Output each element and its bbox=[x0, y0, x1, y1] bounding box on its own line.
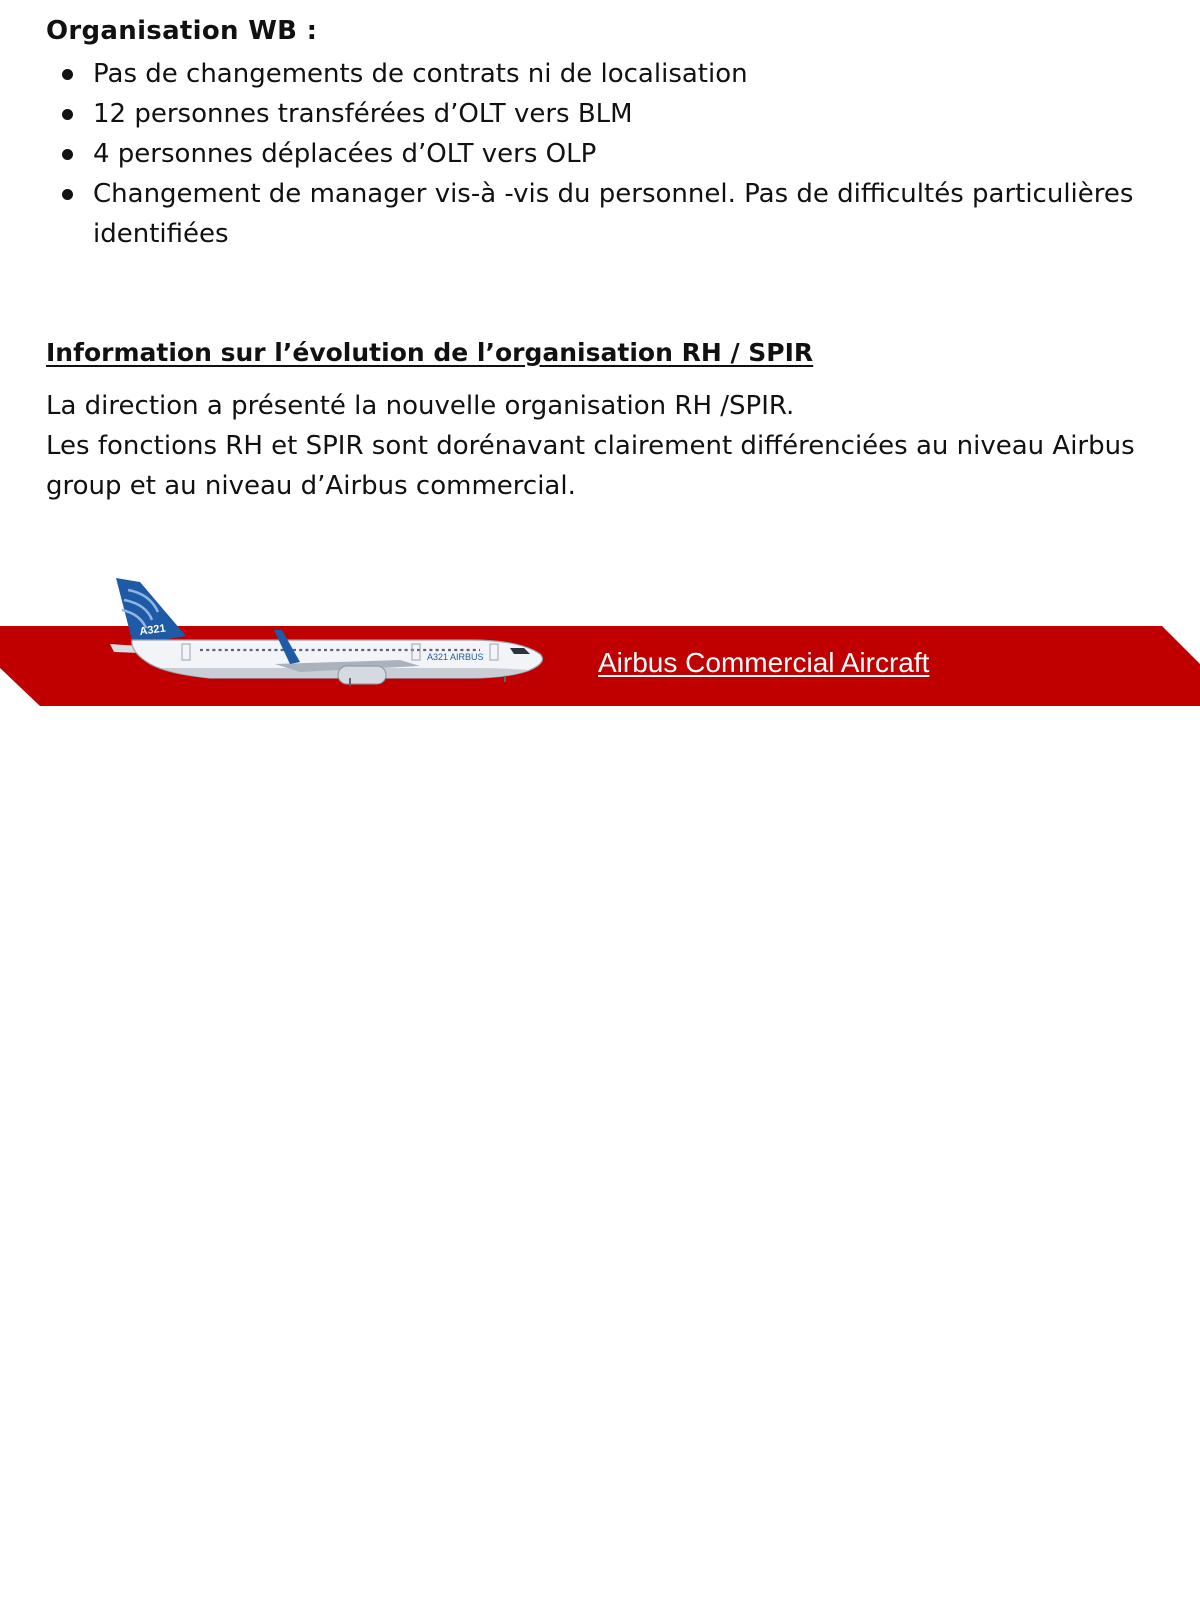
plane-tail-text: A321 bbox=[138, 622, 167, 638]
rh-spir-paragraph bbox=[46, 386, 1156, 506]
plane-engine bbox=[338, 666, 386, 684]
organisation-wb-heading: Organisation WB : bbox=[46, 16, 318, 46]
paragraph-line: La direction a présenté la nouvelle organisation RH /SPIR. bbox=[46, 391, 795, 421]
bullet-dot-icon bbox=[62, 69, 73, 80]
bullet-text: Pas de changements de contrats ni de localisation bbox=[93, 59, 748, 89]
bullet-dot-icon bbox=[62, 149, 73, 160]
bullet-item bbox=[0, 94, 1200, 134]
organisation-wb-bullet-list bbox=[0, 54, 1200, 254]
bullet-dot-icon bbox=[62, 109, 73, 120]
bullet-text: 12 personnes transférées d’OLT vers BLM bbox=[93, 99, 633, 129]
airbus-banner bbox=[0, 578, 1200, 708]
bullet-dot-icon bbox=[62, 189, 73, 200]
bullet-item bbox=[0, 134, 1200, 174]
bullet-text: Changement de manager vis-à -vis du personnel. Pas de difficultés particulières identifiées bbox=[93, 179, 1134, 249]
bullet-item bbox=[0, 54, 1200, 94]
paragraph-line: Les fonctions RH et SPIR sont dorénavant clairement différenciées au niveau Airbus group et au niveau d’Airbus commercial. bbox=[46, 431, 1135, 501]
bullet-item bbox=[0, 174, 1193, 254]
airbus-commercial-aircraft-link[interactable]: Airbus Commercial Aircraft bbox=[598, 647, 930, 678]
bullet-text: 4 personnes déplacées d’OLT vers OLP bbox=[93, 139, 597, 169]
plane-fuselage-text: A321 AIRBUS bbox=[427, 652, 484, 662]
rh-spir-section-heading: Information sur l’évolution de l’organisation RH / SPIR bbox=[46, 338, 814, 367]
